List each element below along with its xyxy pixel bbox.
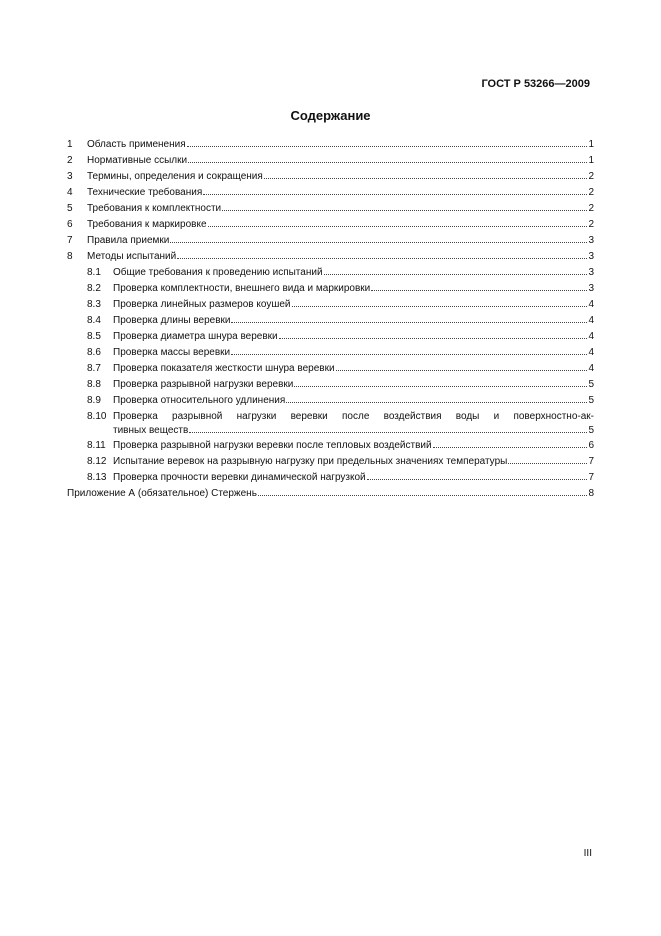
toc-entry-page: 7 (588, 456, 594, 467)
toc-entry-label: Нормативные ссылки (87, 155, 188, 166)
toc-leader-dots (189, 432, 587, 433)
toc-leader-dots (279, 338, 588, 339)
toc-entry-number: 8.1 (87, 267, 101, 278)
toc-entry-label: Приложение А (обязательное) Стержень (67, 488, 257, 499)
toc-entry[interactable] (67, 313, 594, 329)
toc-entry-label: Общие требования к проведению испытаний (113, 267, 323, 278)
toc-leader-dots (177, 258, 587, 259)
toc-leader-dots (208, 226, 588, 227)
toc-leader-dots (264, 178, 588, 179)
toc-entry-number: 8.7 (87, 363, 101, 374)
toc-entry-page: 5 (588, 379, 594, 390)
page-title: Содержание (290, 108, 371, 123)
toc-entry-page: 6 (588, 440, 594, 451)
toc-entry[interactable] (67, 470, 594, 486)
toc-entry-number: 6 (67, 219, 73, 230)
toc-entry-number: 8.9 (87, 395, 101, 406)
toc-entry[interactable] (67, 486, 594, 502)
toc-entry-label: Проверка разрывной нагрузки веревки после воздействия воды и поверхностно-ак- (113, 411, 594, 422)
toc-entry[interactable] (67, 169, 594, 185)
toc-entry-page: 1 (588, 155, 594, 166)
toc-entry-number: 4 (67, 187, 73, 198)
toc-entry-page: 3 (588, 235, 594, 246)
toc-entry-page: 3 (588, 251, 594, 262)
toc-entry-number: 8.13 (87, 472, 107, 483)
toc-entry-label: Проверка разрывной нагрузки веревки после тепловых воздействий (113, 440, 432, 451)
toc-entry-number: 8.3 (87, 299, 101, 310)
toc-entry-number: 8.10 (87, 411, 107, 422)
toc-entry-page: 5 (588, 395, 594, 406)
toc-entry[interactable] (67, 249, 594, 265)
toc-entry-label: Проверка диаметра шнура веревки (113, 331, 278, 342)
toc-entry-label: Требования к комплектности (87, 203, 222, 214)
toc-entry-number: 8.6 (87, 347, 101, 358)
toc-entry-label: Испытание веревок на разрывную нагрузку при предельных значениях температуры (113, 456, 508, 467)
toc-leader-dots (231, 354, 587, 355)
toc-leader-dots (231, 322, 587, 323)
toc-entry-label: Методы испытаний (87, 251, 177, 262)
toc-entry-number: 3 (67, 171, 73, 182)
toc-leader-dots (170, 242, 587, 243)
toc-entry-page: 7 (588, 472, 594, 483)
toc-entry-number: 5 (67, 203, 73, 214)
toc-entry-page: 3 (588, 283, 594, 294)
toc-entry-number: 7 (67, 235, 73, 246)
toc-entry-page: 3 (588, 267, 594, 278)
toc-leader-dots (371, 290, 587, 291)
toc-entry-page: 5 (588, 425, 594, 436)
toc-entry[interactable] (67, 281, 594, 297)
toc-entry-number: 8.8 (87, 379, 101, 390)
toc-entry-label: Проверка массы веревки (113, 347, 231, 358)
toc-entry-page: 2 (588, 219, 594, 230)
toc-entry-page: 4 (588, 347, 594, 358)
toc-entry-page: 4 (588, 299, 594, 310)
toc-entry[interactable] (67, 454, 594, 470)
toc-leader-dots (187, 146, 588, 147)
toc-entry-label: Проверка комплектности, внешнего вида и маркировки (113, 283, 371, 294)
toc-entry-page: 8 (588, 488, 594, 499)
toc-entry[interactable] (67, 137, 594, 153)
toc-entry[interactable] (67, 233, 594, 249)
toc-entry-number: 8.2 (87, 283, 101, 294)
toc-entry-label: Правила приемки (87, 235, 170, 246)
toc-entry-label: Технические требования (87, 187, 203, 198)
toc-entry-label: Проверка показателя жесткости шнура веревки (113, 363, 335, 374)
standard-designation: ГОСТ Р 53266—2009 (481, 78, 590, 90)
toc-entry-page: 1 (588, 139, 594, 150)
toc-entry[interactable] (67, 438, 594, 454)
toc-leader-dots (188, 162, 587, 163)
toc-entry-label: Проверка длины веревки (113, 315, 231, 326)
table-of-contents (67, 137, 594, 502)
toc-leader-dots (433, 447, 588, 448)
toc-entry[interactable] (67, 329, 594, 345)
toc-leader-dots (324, 274, 588, 275)
toc-entry-number: 8 (67, 251, 73, 262)
toc-entry-number: 8.12 (87, 456, 107, 467)
toc-entry[interactable] (67, 201, 594, 217)
toc-leader-dots (203, 194, 587, 195)
toc-entry[interactable] (67, 361, 594, 377)
toc-entry[interactable] (67, 185, 594, 201)
toc-entry-number: 8.4 (87, 315, 101, 326)
toc-entry-number: 1 (67, 139, 73, 150)
toc-entry[interactable] (67, 153, 594, 169)
toc-leader-dots (336, 370, 588, 371)
toc-leader-dots (286, 402, 587, 403)
toc-entry-number: 8.11 (87, 440, 106, 451)
toc-entry-page: 4 (588, 331, 594, 342)
toc-entry[interactable] (67, 345, 594, 361)
toc-entry[interactable] (67, 377, 594, 393)
toc-leader-dots (367, 479, 588, 480)
toc-entry-label: Термины, определения и сокращения (87, 171, 263, 182)
toc-entry-label: Область применения (87, 139, 186, 150)
toc-entry-label: Проверка относительного удлинения (113, 395, 286, 406)
toc-entry[interactable] (67, 393, 594, 409)
toc-entry-label: Проверка прочности веревки динамической нагрузкой (113, 472, 366, 483)
toc-entry-page: 4 (588, 363, 594, 374)
toc-entry-page: 2 (588, 203, 594, 214)
page-number: III (583, 848, 592, 859)
toc-entry-label-continued: тивных веществ (113, 425, 189, 436)
toc-entry-page: 4 (588, 315, 594, 326)
toc-entry-page: 2 (588, 171, 594, 182)
toc-entry[interactable] (67, 265, 594, 281)
toc-entry-label: Проверка линейных размеров коушей (113, 299, 291, 310)
toc-entry-number: 2 (67, 155, 73, 166)
toc-entry-page: 2 (588, 187, 594, 198)
toc-leader-dots (222, 210, 587, 211)
toc-entry[interactable] (67, 297, 594, 313)
toc-entry[interactable] (67, 409, 594, 438)
toc-leader-dots (294, 386, 587, 387)
toc-entry-label: Требования к маркировке (87, 219, 207, 230)
toc-entry-number: 8.5 (87, 331, 101, 342)
toc-leader-dots (292, 306, 588, 307)
toc-entry[interactable] (67, 217, 594, 233)
toc-leader-dots (508, 463, 587, 464)
toc-leader-dots (258, 495, 588, 496)
toc-entry-label: Проверка разрывной нагрузки веревки (113, 379, 294, 390)
